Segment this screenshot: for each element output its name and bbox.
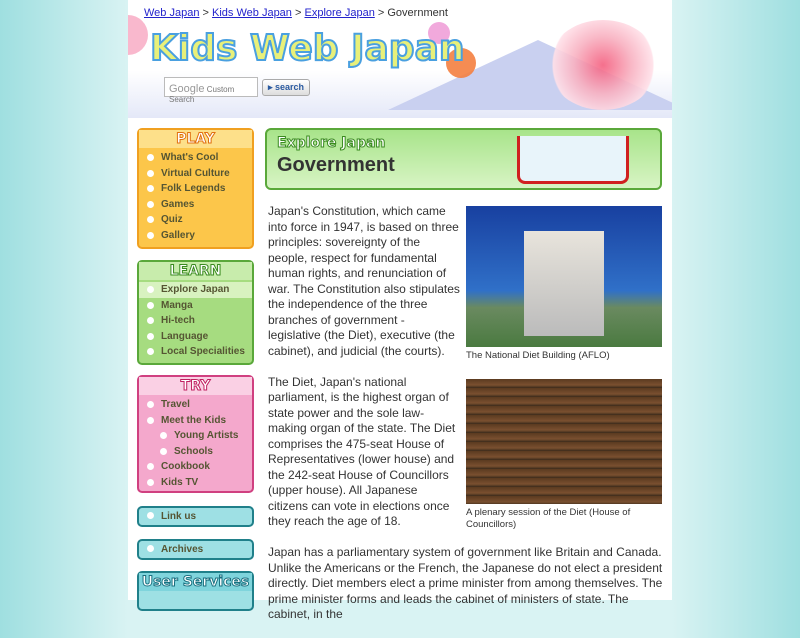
sidebar-archives (137, 539, 254, 560)
sidebar-link-us (137, 506, 254, 527)
sidebar-item[interactable]: Local Specialities (139, 344, 252, 360)
sidebar-item[interactable]: Folk Legends (139, 181, 252, 197)
article-paragraph: Japan's Constitution, which came into force in 1947, is based on three principles: sovereignty of the people, respect for fundamental human rights, and renunciation of war. The Constitution also stipulates the independence of the three branches of government - legislative (the Diet), executive (the cabinet), and judicial (the courts). (268, 204, 460, 358)
link-us-link[interactable]: Link us (139, 508, 252, 524)
breadcrumb-current: Government (387, 7, 448, 19)
sidebar-item[interactable]: Quiz (139, 212, 252, 228)
kids-book-illustration (517, 136, 629, 184)
plenary-session-photo (466, 379, 662, 504)
sidebar-learn (137, 260, 254, 365)
breadcrumb (144, 7, 448, 19)
sidebar-item[interactable]: Cookbook (139, 459, 252, 475)
article-paragraph: The Diet, Japan's national parliament, is the highest organ of state power and the sole law-making organ of the state. The Diet comprises the 475-seat House of Representatives (lower house) and the 242-seat House of Councillors (upper house). All Japanese citizens can vote in elections once they reach the age of 18. (268, 374, 456, 528)
breadcrumb-link[interactable]: Explore Japan (304, 7, 375, 19)
sidebar-item[interactable]: Hi-tech (139, 313, 252, 329)
breadcrumb-link[interactable]: Web Japan (144, 7, 200, 19)
sidebar-play (137, 128, 254, 249)
sidebar-item[interactable]: Gallery (139, 228, 252, 244)
figure-diet-building (466, 206, 662, 362)
sidebar-user-services (137, 571, 254, 611)
figure-plenary-session (466, 379, 662, 531)
search-brand: Google (169, 83, 205, 95)
search-button-label: search (275, 82, 305, 92)
sidebar-item[interactable]: Meet the Kids (139, 413, 252, 429)
flowers-cluster-illustration (548, 20, 658, 110)
flower-icon (128, 15, 148, 55)
sidebar-subitem[interactable]: Schools (139, 444, 252, 460)
article (268, 204, 668, 638)
sidebar-heading: LEARN (139, 262, 252, 280)
banner-section: Explore Japan (277, 135, 386, 151)
sidebar-subitem[interactable]: Young Artists (139, 428, 252, 444)
search-input[interactable] (164, 77, 258, 104)
sidebar-item[interactable]: Virtual Culture (139, 166, 252, 182)
sidebar-item-active[interactable]: Explore Japan (139, 282, 252, 298)
page (128, 0, 672, 621)
sidebar-item[interactable]: Manga (139, 298, 252, 314)
archives-link[interactable]: Archives (139, 541, 252, 557)
sidebar-heading: PLAY (139, 130, 252, 148)
figure-caption: The National Diet Building (AFLO) (466, 350, 610, 361)
breadcrumb-sep: > (202, 7, 209, 19)
page-banner (265, 128, 662, 190)
search-button[interactable]: ▸ search (262, 79, 310, 96)
sidebar-heading: User Services (139, 573, 252, 591)
sidebar-heading: TRY (139, 377, 252, 395)
site-logo[interactable]: Kids Web Japan (150, 28, 465, 69)
figure-caption: A plenary session of the Diet (House of Councillors) (466, 506, 631, 530)
sidebar-item[interactable]: Language (139, 329, 252, 345)
header (128, 0, 672, 118)
breadcrumb-link[interactable]: Kids Web Japan (212, 7, 292, 19)
sidebar-item[interactable]: Games (139, 197, 252, 213)
page-title: Government (277, 154, 395, 176)
sidebar-item[interactable]: Kids TV (139, 475, 252, 491)
sidebar-item[interactable]: What's Cool (139, 150, 252, 166)
article-paragraph: Japan has a parliamentary system of government like Britain and Canada. Unlike the Americans or the French, the Japanese do not elect a president directly. Diet members elect a prime minister from among themselves. The prime minister forms and leads the cabinet of ministers of state. The cabinet, in the (268, 545, 663, 621)
sidebar-try (137, 375, 254, 493)
breadcrumb-sep: > (294, 7, 302, 19)
breadcrumb-sep: > (377, 7, 385, 19)
search-placeholder: Custom Search (169, 85, 235, 104)
diet-building-photo (466, 206, 662, 347)
sidebar-item[interactable]: Travel (139, 397, 252, 413)
